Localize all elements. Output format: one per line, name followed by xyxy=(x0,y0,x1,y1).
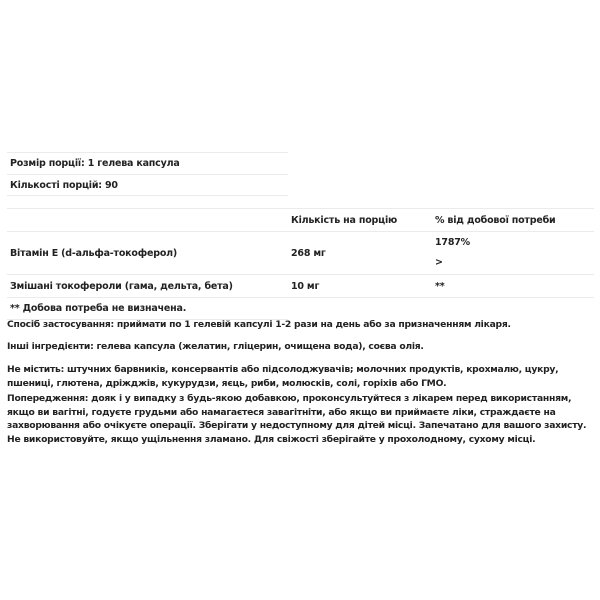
ingredient-name: Вітамін E (d-альфа-токоферол) xyxy=(7,232,288,275)
serving-size: Розмір порції: 1 гелева капсула xyxy=(7,152,288,174)
ingredient-dv-cell xyxy=(432,232,594,275)
warning-text: Попередження: дояк і у випадку з будь-якою добавкою, проконсультуйтеся з лікарем перед використанням, якщо ви вагітні, годуєте грудьми або намагаєтеся завагітніти, або якщо ви приймаєте ліки, страждаєте на захворювання або очікуєте операції. Зберігати у недоступному для дітей місці. Запечатано для вашого захисту. Не використовуйте, якщо ущільнення зламано. Для свіжості зберігайте у прохолодному, сухому місці. xyxy=(7,393,587,445)
servings-per-container: Кількості порцій: 90 xyxy=(7,174,288,196)
other-ingredients-text: Інші інгредієнти: гелева капсула (желатин, гліцерин, очищена вода), соєва олія. xyxy=(7,341,424,352)
header-name xyxy=(7,209,288,232)
usage-text: Спосіб застосування: приймати по 1 гелевій капсулі 1-2 рази на день або за призначенням лікаря. xyxy=(7,319,511,330)
table-row xyxy=(7,275,594,298)
ingredient-amount: 10 мг xyxy=(288,275,432,298)
ingredient-name: Змішані токофероли (гама, дельта, бета) xyxy=(7,275,288,298)
ingredient-dv: ** xyxy=(432,275,594,298)
footnote: ** Добова потреба не визначена. xyxy=(7,298,288,320)
ingredient-dv: 1787% xyxy=(435,237,470,248)
nutrition-table xyxy=(7,208,594,298)
header-amount: Кількість на порцію xyxy=(288,209,432,232)
table-row xyxy=(7,232,594,275)
header-dv: % від добової потреби xyxy=(432,209,594,232)
table-header-row xyxy=(7,209,594,232)
ingredient-amount: 268 мг xyxy=(288,232,432,275)
ingredient-dv-extra: > xyxy=(435,257,443,268)
supplement-facts xyxy=(7,152,594,320)
does-not-contain-text: Не містить: штучних барвників, консервантів або підсолоджувачів; молочних продуктів, крохмалю, цукру, пшениці, глютена, дріжджів, кукурудзи, яєць, риби, молюсків, солі, горіхів або ГМО. xyxy=(7,364,559,389)
